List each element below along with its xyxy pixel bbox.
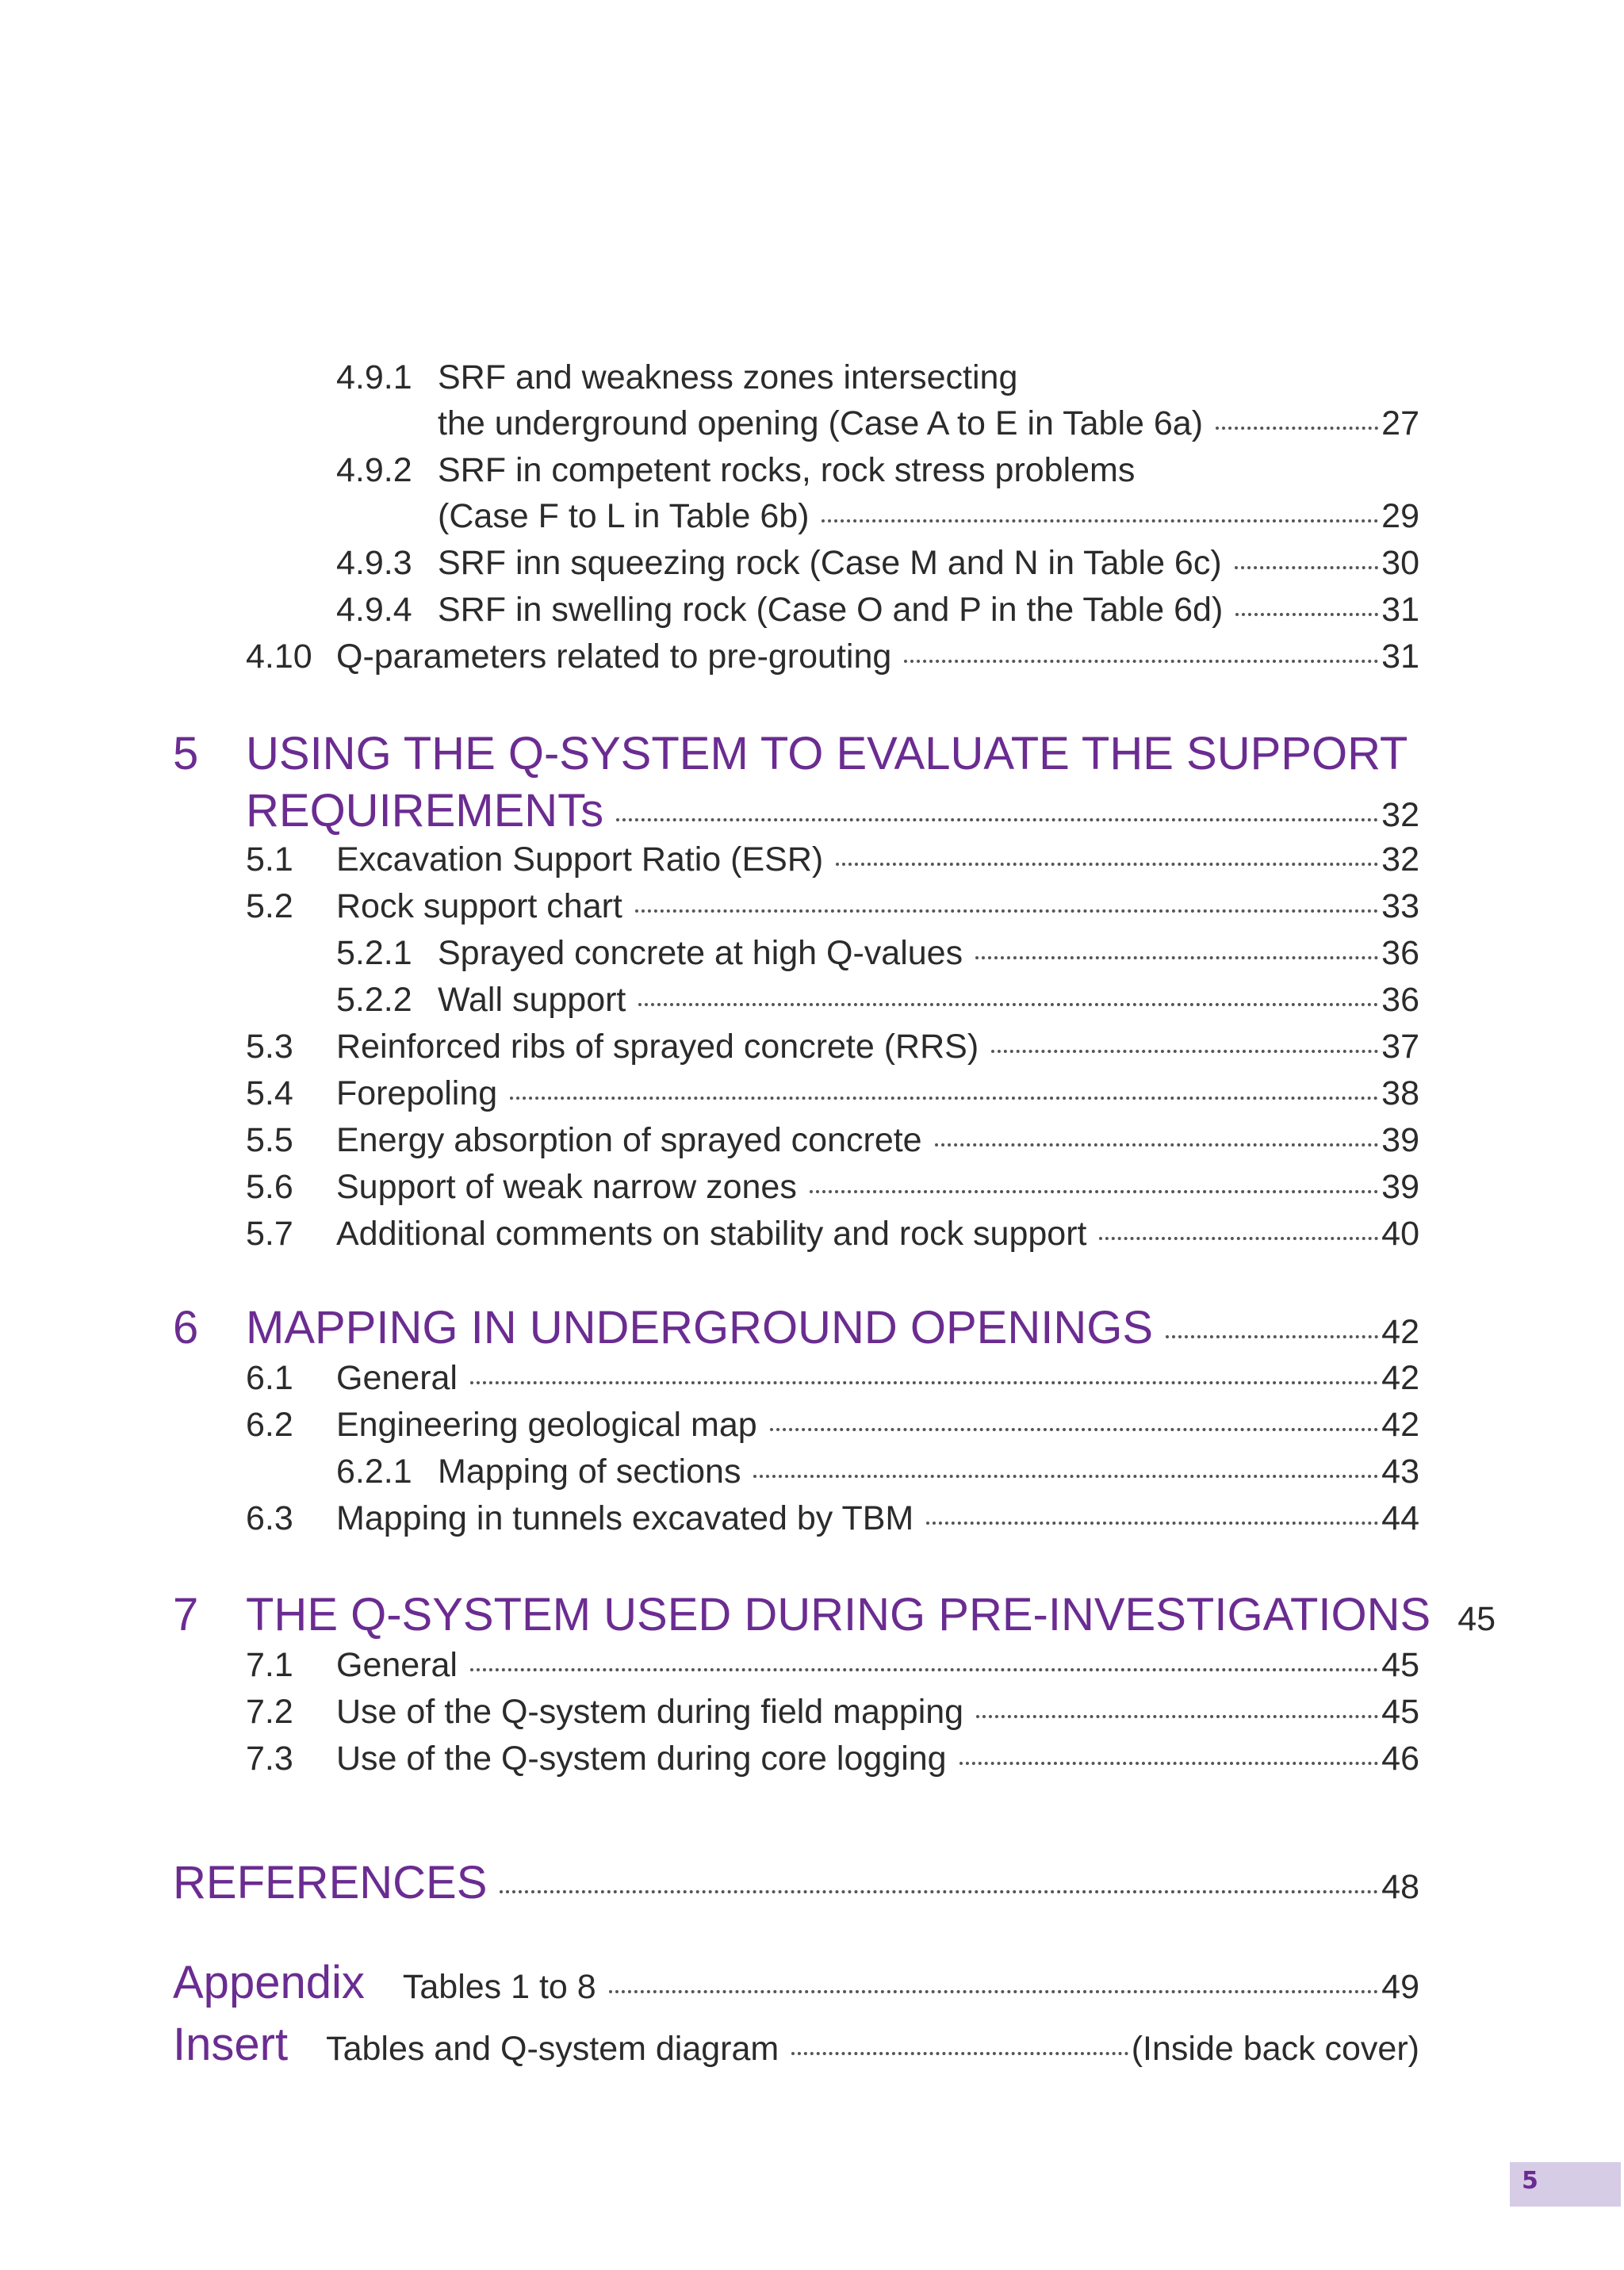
entry-title: SRF and weakness zones intersecting [438,358,1018,396]
dot-leader [822,519,1378,523]
dot-leader [770,1428,1378,1431]
toc-entry-4-9-1-line1 [336,357,1017,398]
entry-number: 7.2 [246,1693,293,1731]
chapter-title: THE Q-SYSTEM USED DURING PRE-INVESTIGATIONS [246,1589,1431,1640]
entry-page-number: 33 [1381,887,1419,925]
dot-leader [609,1990,1378,1993]
dot-leader [635,909,1378,913]
entry-number: 5.4 [246,1074,293,1112]
toc-entry-7-3[interactable] [246,1738,1419,1779]
dot-leader [975,956,1378,959]
toc-entry-5-2-2[interactable] [336,979,1419,1020]
entry-number: 4.9.2 [336,451,412,489]
entry-page-number: 43 [1381,1453,1419,1491]
entry-page-number: 42 [1381,1406,1419,1444]
toc-entry-5-4[interactable] [246,1073,1419,1114]
chapter-title: MAPPING IN UNDERGROUND OPENINGS [246,1302,1153,1353]
entry-page-number: 37 [1381,1028,1419,1066]
dot-leader [1099,1237,1378,1240]
entry-page-number: 42 [1381,1313,1419,1351]
entry-title: Forepoling [336,1074,498,1112]
dot-leader [1235,566,1378,569]
entry-title: Mapping of sections [438,1453,741,1491]
entry-number: 6.1 [246,1359,293,1397]
entry-title: Use of the Q-system during core logging [336,1740,947,1778]
entry-title: Excavation Support Ratio (ESR) [336,840,824,879]
chapter-6-number: 6 [173,1302,199,1353]
entry-page-number: 31 [1381,591,1419,629]
entry-number: 4.10 [246,637,312,676]
entry-number: 5.2.1 [336,934,412,972]
toc-entry-references[interactable] [173,1855,1419,1915]
chapter-5-title-line2[interactable] [246,783,1419,843]
entry-number: 5.2.2 [336,981,412,1019]
toc-entry-6-2[interactable] [246,1404,1419,1445]
entry-title: Wall support [438,981,626,1019]
entry-title: Q-parameters related to pre-grouting [336,637,892,676]
entry-page-number: 27 [1381,404,1419,442]
entry-title: SRF in swelling rock (Case O and P in the Table 6d) [438,591,1224,629]
toc-entry-appendix[interactable] [173,1955,1419,2015]
dot-leader [1235,613,1378,616]
entry-title: General [336,1359,458,1397]
toc-entry-5-6[interactable] [246,1166,1419,1208]
page-number-badge [1510,2162,1621,2207]
dot-leader [904,660,1378,663]
entry-number: 5.7 [246,1215,293,1253]
chapter-7-number: 7 [173,1589,199,1640]
dot-leader [991,1050,1378,1053]
references-title: REFERENCES [173,1857,488,1908]
dot-leader [810,1190,1378,1193]
entry-page-number: 48 [1381,1868,1419,1906]
entry-title: General [336,1646,458,1684]
dot-leader [836,863,1378,866]
chapter-7-title[interactable] [246,1587,1496,1647]
toc-entry-5-7[interactable] [246,1213,1419,1254]
toc-entry-4-9-4[interactable] [336,589,1419,630]
dot-leader [470,1668,1378,1671]
entry-number: 5.2 [246,887,293,925]
entry-title: Reinforced ribs of sprayed concrete (RRS) [336,1028,979,1066]
entry-page-number: 39 [1381,1168,1419,1206]
entry-title: SRF inn squeezing rock (Case M and N in Table 6c) [438,544,1222,582]
entry-number: 4.9.3 [336,544,412,582]
entry-title: Energy absorption of sprayed concrete [336,1121,922,1159]
entry-number: 5.6 [246,1168,293,1206]
toc-entry-7-2[interactable] [246,1691,1419,1732]
entry-page-number: 32 [1381,840,1419,879]
entry-page-number: 44 [1381,1499,1419,1537]
entry-title-cont: (Case F to L in Table 6b) [438,497,810,535]
toc-entry-5-1[interactable] [246,839,1419,880]
toc-entry-4-9-2-line2[interactable] [438,496,1419,537]
entry-number: 4.9.4 [336,591,412,629]
entry-page-number: 30 [1381,544,1419,582]
chapter-5-title-line1: USING THE Q-SYSTEM TO EVALUATE THE SUPPORT [246,728,1408,779]
entry-page-number: 32 [1381,796,1419,834]
entry-page-number: 36 [1381,981,1419,1019]
entry-title-cont: the underground opening (Case A to E in Table 6a) [438,404,1204,442]
dot-leader [500,1890,1378,1893]
entry-number: 7.1 [246,1646,293,1684]
toc-entry-insert[interactable] [173,2017,1419,2077]
entry-title: Use of the Q-system during field mapping [336,1693,964,1731]
entry-page-number: 40 [1381,1215,1419,1253]
dot-leader [926,1522,1378,1525]
entry-number: 5.1 [246,840,293,879]
dot-leader [791,2052,1128,2055]
page-number: 5 [1522,2167,1538,2195]
appendix-label: Appendix [173,1957,365,2008]
insert-label: Insert [173,2019,289,2070]
entry-title: Rock support chart [336,887,622,925]
dot-leader [510,1097,1378,1100]
chapter-title-cont: REQUIREMENTs [246,785,604,836]
toc-entry-4-9-2-line1 [336,450,1135,491]
insert-text: Tables and Q-system diagram [326,2030,779,2068]
entry-number: 6.2 [246,1406,293,1444]
toc-entry-4-9-1-line2[interactable] [438,403,1419,444]
entry-page-number: 38 [1381,1074,1419,1112]
toc-entry-6-1[interactable] [246,1357,1419,1399]
dot-leader [959,1762,1379,1765]
dot-leader [753,1475,1378,1478]
entry-number: 6.3 [246,1499,293,1537]
entry-title: Engineering geological map [336,1406,757,1444]
entry-page-number: 49 [1381,1968,1419,2006]
toc-entry-6-3[interactable] [246,1498,1419,1539]
dot-leader [470,1381,1378,1384]
chapter-5-number: 5 [173,728,199,779]
entry-page-number: 46 [1381,1740,1419,1778]
entry-number: 7.3 [246,1740,293,1778]
entry-page-number: 39 [1381,1121,1419,1159]
dot-leader [935,1143,1379,1146]
dot-leader [976,1715,1378,1718]
entry-number: 5.5 [246,1121,293,1159]
entry-number: 4.9.1 [336,358,412,396]
entry-page-number: 45 [1457,1600,1496,1638]
entry-page-number: (Inside back cover) [1131,2030,1419,2068]
dot-leader [1216,427,1378,430]
appendix-text: Tables 1 to 8 [402,1968,596,2006]
entry-page-number: 31 [1381,637,1419,676]
toc-entry-6-2-1[interactable] [336,1451,1419,1492]
entry-page-number: 36 [1381,934,1419,972]
chapter-6-title[interactable] [246,1300,1419,1360]
toc-entry-5-3[interactable] [246,1026,1419,1067]
dot-leader [1166,1335,1378,1338]
toc-entry-5-2[interactable] [246,886,1419,927]
entry-number: 6.2.1 [336,1453,412,1491]
entry-number: 5.3 [246,1028,293,1066]
entry-title: Mapping in tunnels excavated by TBM [336,1499,914,1537]
toc-entry-4-10[interactable] [246,636,1419,677]
entry-title: Additional comments on stability and rock support [336,1215,1087,1253]
entry-page-number: 29 [1381,497,1419,535]
toc-entry-5-2-1[interactable] [336,932,1419,974]
dot-leader [638,1003,1378,1006]
toc-entry-4-9-3[interactable] [336,542,1419,584]
entry-page-number: 45 [1381,1646,1419,1684]
entry-title: SRF in competent rocks, rock stress problems [438,451,1136,489]
entry-title: Support of weak narrow zones [336,1168,797,1206]
dot-leader [616,818,1378,821]
toc-entry-7-1[interactable] [246,1644,1419,1686]
toc-entry-5-5[interactable] [246,1120,1419,1161]
entry-page-number: 45 [1381,1693,1419,1731]
entry-page-number: 42 [1381,1359,1419,1397]
entry-title: Sprayed concrete at high Q-values [438,934,963,972]
